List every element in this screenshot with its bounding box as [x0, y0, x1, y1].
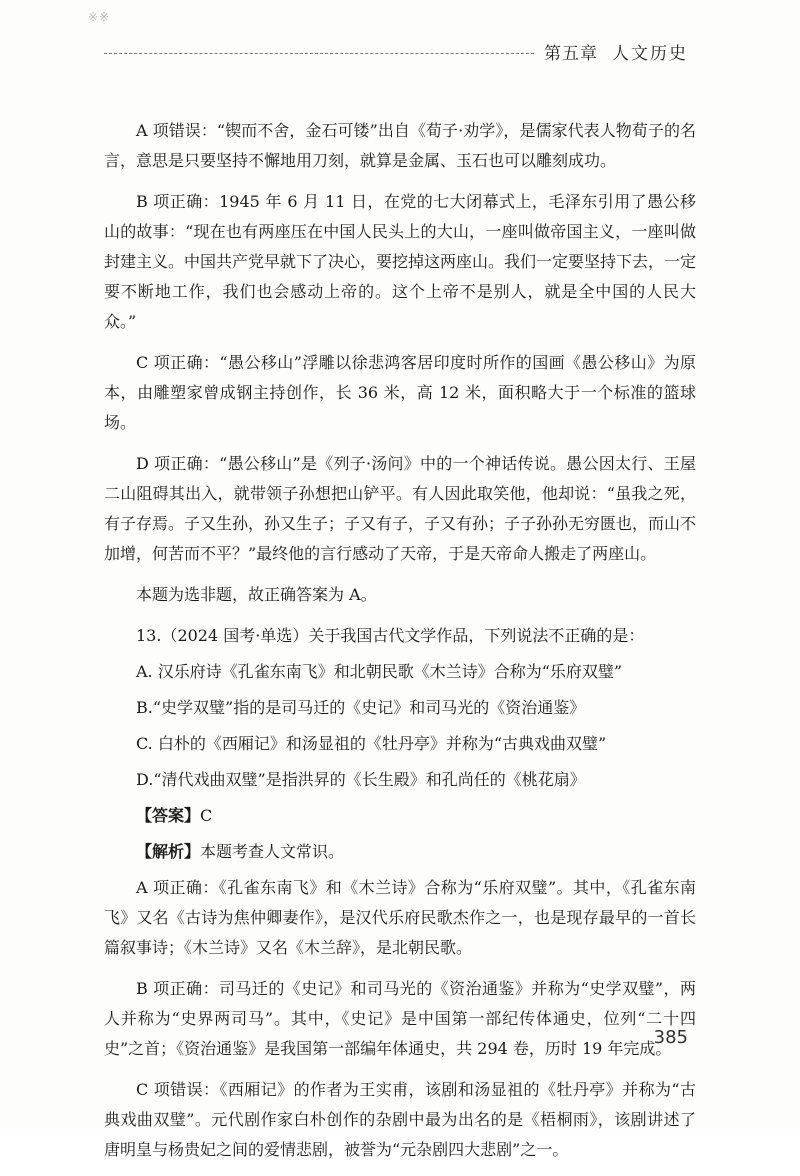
- answer-label: 【答案】: [136, 806, 201, 825]
- question-option-d: D.“清代戏曲双璧”是指洪昇的《长生殿》和孔尚任的《桃花扇》: [136, 770, 586, 789]
- analysis-label: 【解析】: [136, 842, 201, 861]
- running-header: [104, 40, 688, 62]
- question-option-c: C. 白朴的《西厢记》和汤显祖的《牡丹亭》并称为“古典戏曲双璧”: [136, 734, 607, 753]
- paragraph-option-d-explanation: D 项正确：“愚公移山”是《列子·汤问》中的一个神话传说。愚公因太行、王屋二山阻碍其出入，就带领子孙想把山铲平。有人因此取笑他，他却说：“虽我之死，有子存焉。子又生孙，孙又生子；子又有子，子又有孙；子子孙孙无穷匮也，而山不加增，何苦而不平？”最终他的言行感动了天帝，于是天帝命人搬走了两座山。: [104, 454, 697, 563]
- chapter-label: 第五章: [544, 43, 598, 64]
- question-stem: 13.（2024 国考·单选）关于我国古代文学作品，下列说法不正确的是：: [136, 626, 645, 645]
- chapter-topic: 人文历史: [612, 43, 688, 64]
- question-option-b: B.“史学双璧”指的是司马迁的《史记》和司马光的《资治通鉴》: [136, 698, 586, 717]
- header-rule: [104, 53, 534, 54]
- analysis-paragraph-c: C 项错误：《西厢记》的作者为王实甫，该剧和汤显祖的《牡丹亭》并称为“古典戏曲双璧”。元代剧作家白朴创作的杂剧中最为出名的是《梧桐雨》，该剧讲述了唐明皇与杨贵妃之间的爱情悲剧，被誉为“元杂剧四大悲剧”之一。: [104, 1080, 696, 1159]
- analysis-paragraph-a: A 项正确：《孔雀东南飞》和《木兰诗》合称为“乐府双璧”。其中，《孔雀东南飞》又名《古诗为焦仲卿妻作》，是汉代乐府民歌杰作之一，也是现存最早的一首长篇叙事诗；《木兰诗》又名《木兰辞》，是北朝民歌。: [104, 878, 696, 957]
- analysis-paragraph-b: B 项正确：司马迁的《史记》和司马光的《资治通鉴》并称为“史学双璧”，两人并称为“史界两司马”。其中，《史记》是中国第一部纪传体通史，位列“二十四史”之首；《资治通鉴》是我国第一部编年体通史，共 294 卷，历时 19 年完成。: [104, 979, 696, 1058]
- answer-value: C: [200, 806, 213, 825]
- paragraph-option-b-explanation: B 项正确：1945 年 6 月 11 日，在党的七大闭幕式上，毛泽东引用了愚公移山的故事：“现在也有两座压在中国人民头上的大山，一座叫做帝国主义，一座叫做封建主义。中国共产党早就下了决心，要挖掉这两座山。我们一定要坚持下去，一定要不断地工作，我们也会感动上帝的。这个上帝不是别人，就是全中国的人民大众。”: [104, 192, 697, 331]
- corner-mark: ※※: [88, 10, 111, 24]
- analysis-intro: 本题考查人文常识。: [200, 842, 345, 861]
- question-option-a: A. 汉乐府诗《孔雀东南飞》和北朝民歌《木兰诗》合称为“乐府双璧”: [136, 662, 623, 681]
- paragraph-option-c-explanation: C 项正确：“愚公移山”浮雕以徐悲鸿客居印度时所作的国画《愚公移山》为原本，由雕塑家曾成钢主持创作，长 36 米，高 12 米，面积略大于一个标准的篮球场。: [104, 353, 696, 432]
- body-text: [104, 116, 696, 1176]
- analysis-intro-line: [104, 837, 696, 867]
- answer-line: [104, 801, 696, 831]
- paragraph-conclusion: 本题为选非题，故正确答案为 A。: [136, 585, 377, 604]
- page-number: 385: [653, 1027, 688, 1048]
- paragraph-option-a-explanation: A 项错误：“锲而不舍，金石可镂”出自《荀子·劝学》，是儒家代表人物荀子的名言，意思是只要坚持不懈地用刀刻，就算是金属、玉石也可以雕刻成功。: [104, 121, 696, 170]
